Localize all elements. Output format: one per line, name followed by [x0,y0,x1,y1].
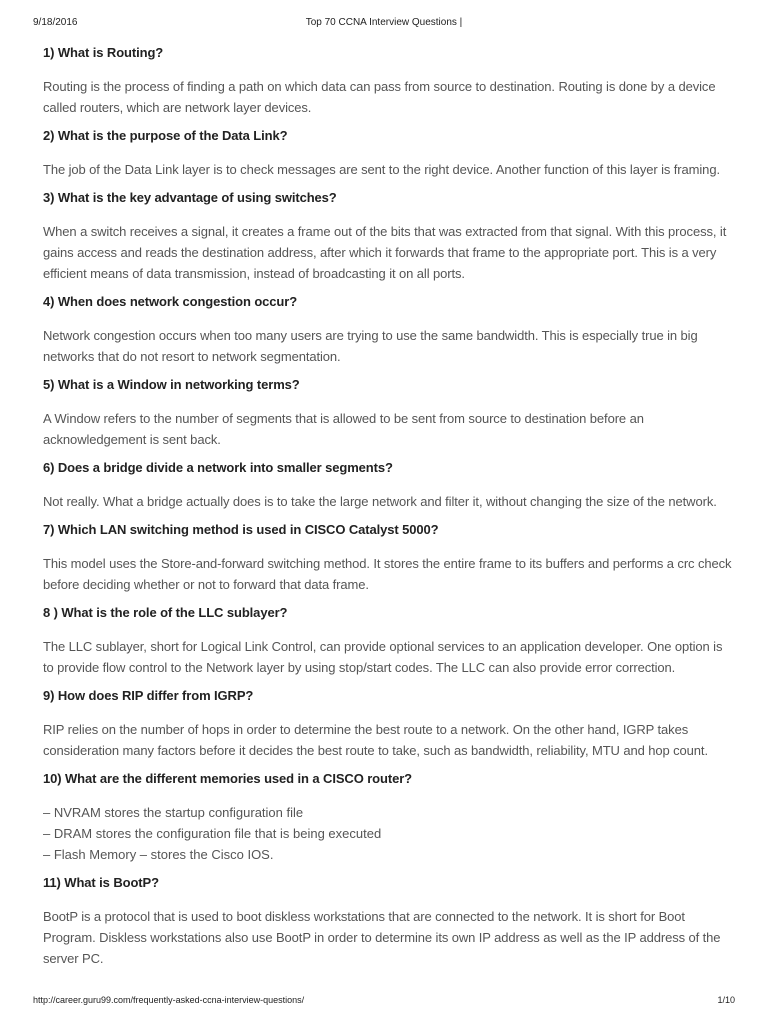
question-heading: 3) What is the key advantage of using switches? [43,190,337,205]
page-title: Top 70 CCNA Interview Questions | [305,17,463,28]
answer-text: RIP relies on the number of hops in order to determine the best route to a network. On the other hand, IGRP takes consideration many factors before it decides the best route to take, such as bandwidth, reliability, MTU and hop count. [43,722,708,758]
document-body [43,44,733,969]
question-heading: 9) How does RIP differ from IGRP? [43,688,254,703]
source-url-link[interactable]: http://career.guru99.com/frequently-asked-ccna-interview-questions/ [33,995,305,1005]
answer-text: Not really. What a bridge actually does is to take the large network and filter it, without changing the size of the network. [43,494,717,509]
memory-list [43,802,733,865]
list-item: – DRAM stores the configuration file that is being executed [43,826,382,841]
answer-text: BootP is a protocol that is used to boot diskless workstations that are connected to the network. It is short for Boot Program. Diskless workstations also use BootP in order to determine its own IP address as well as the IP address of the server PC. [43,909,721,966]
question-heading: 6) Does a bridge divide a network into smaller segments? [43,460,393,475]
answer-text: The job of the Data Link layer is to check messages are sent to the right device. Another function of this layer is framing. [43,162,720,177]
question-heading: 11) What is BootP? [43,875,159,890]
question-heading: 2) What is the purpose of the Data Link? [43,128,288,143]
page-number: 1/10 [717,995,735,1005]
question-heading: 1) What is Routing? [43,45,164,60]
question-heading: 7) Which LAN switching method is used in CISCO Catalyst 5000? [43,522,439,537]
list-item: – NVRAM stores the startup configuration file [43,805,304,820]
question-heading: 5) What is a Window in networking terms? [43,377,300,392]
answer-text: This model uses the Store-and-forward switching method. It stores the entire frame to its buffers and performs a crc check before deciding whether or not to forward that data frame. [43,556,732,592]
answer-text: When a switch receives a signal, it creates a frame out of the bits that was extracted from that signal. With this process, it gains access and reads the destination address, after which it forwards that frame to the appropriate port. This is a very efficient means of data transmission, instead of broadcasting it on all ports. [43,224,727,281]
print-date: 9/18/2016 [33,17,78,28]
answer-text: Routing is the process of finding a path on which data can pass from source to destination. Routing is done by a device called routers, which are network layer devices. [43,79,716,115]
answer-text: A Window refers to the number of segments that is allowed to be sent from source to destination before an acknowledgement is sent back. [43,411,644,447]
answer-text: Network congestion occurs when too many users are trying to use the same bandwidth. This is especially true in big networks that do not resort to network segmentation. [43,328,698,364]
list-item: – Flash Memory – stores the Cisco IOS. [43,847,274,862]
question-heading: 4) When does network congestion occur? [43,294,298,309]
answer-text: The LLC sublayer, short for Logical Link Control, can provide optional services to an application developer. One option is to provide flow control to the Network layer by using stop/start codes. The LLC can also provide error correction. [43,639,723,675]
question-heading: 8 ) What is the role of the LLC sublayer? [43,605,288,620]
question-heading: 10) What are the different memories used in a CISCO router? [43,771,413,786]
